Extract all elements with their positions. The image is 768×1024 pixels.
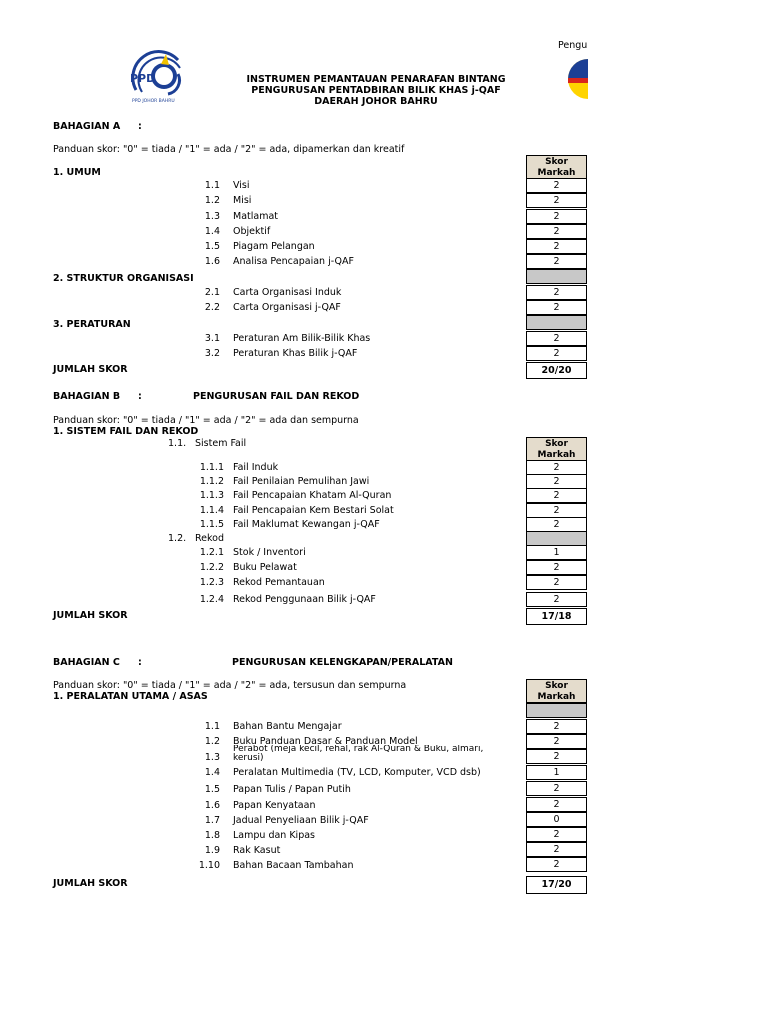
score-cell: 2 [526, 719, 587, 734]
score-cell: 2 [526, 474, 587, 489]
score-header-line: Markah [537, 168, 576, 178]
logo-caption: PPD JOHOR BAHRU [132, 99, 175, 104]
item-number: 1.10 [198, 860, 220, 871]
score-cell: 0 [526, 812, 587, 827]
item-number: 1.3 [204, 752, 220, 763]
group-label: Sistem Fail [195, 438, 247, 449]
item-number: 1.4 [204, 226, 220, 237]
section-b-guide: Panduan skor: "0" = tiada / "1" = ada / "2" = ada dan sempurna [53, 415, 359, 426]
jata-logo [566, 56, 588, 102]
item-number: 1.1 [204, 180, 220, 191]
title-line-3: DAERAH JOHOR BAHRU [314, 96, 438, 107]
item-label: Papan Tulis / Papan Putih [233, 784, 351, 795]
section-c-heading: PENGURUSAN KELENGKAPAN/PERALATAN [232, 657, 453, 668]
item-number: 1.2.3 [199, 577, 224, 588]
section-a-sub-3: 3. PERATURAN [53, 319, 131, 330]
section-c-colon: : [138, 657, 142, 668]
score-cell: 2 [526, 560, 587, 575]
total-label-c: JUMLAH SKOR [53, 878, 128, 889]
item-label: Piagam Pelangan [233, 241, 315, 252]
section-b-label: BAHAGIAN B [53, 391, 121, 402]
item-number: 3.1 [204, 333, 220, 344]
total-score-c: 17/20 [526, 876, 587, 894]
score-header-a [526, 155, 587, 179]
section-c-label: BAHAGIAN C [53, 657, 120, 668]
score-cell: 2 [526, 827, 587, 842]
item-label: Objektif [233, 226, 271, 237]
item-number: 1.2.1 [199, 547, 224, 558]
item-label: Carta Organisasi j-QAF [233, 302, 341, 313]
score-cell: 2 [526, 592, 587, 607]
item-number: 1.5 [204, 784, 220, 795]
score-cell: 2 [526, 857, 587, 872]
score-cell: 2 [526, 517, 587, 532]
score-cell: 1 [526, 545, 587, 560]
item-label: Papan Kenyataan [233, 800, 316, 811]
item-number: 1.4 [204, 767, 220, 778]
item-label: Peraturan Khas Bilik j-QAF [233, 348, 358, 359]
item-label: Buku Panduan Dasar & Panduan Model [233, 736, 418, 747]
item-number: 2.1 [204, 287, 220, 298]
item-label: Analisa Pencapaian j-QAF [233, 256, 354, 267]
item-number: 1.3 [204, 211, 220, 222]
score-cell: 2 [526, 575, 587, 590]
section-c-guide: Panduan skor: "0" = tiada / "1" = ada / "2" = ada, tersusun dan sempurna [53, 680, 407, 691]
item-number: 1.1.4 [199, 505, 224, 516]
group-label: Rekod [195, 533, 225, 544]
score-header-line: Skor [545, 157, 568, 167]
item-number: 1.1.2 [199, 476, 224, 487]
section-a-sub-2: 2. STRUKTUR ORGANISASI [53, 273, 194, 284]
ppd-logo [128, 50, 192, 106]
score-cell: 2 [526, 460, 587, 475]
section-b-sub-1: 1. SISTEM FAIL DAN REKOD [53, 426, 199, 437]
item-number: 3.2 [204, 348, 220, 359]
total-label-a: JUMLAH SKOR [53, 364, 128, 375]
item-number: 1.5 [204, 241, 220, 252]
item-number: 1.2.4 [199, 594, 224, 605]
score-cell: 2 [526, 224, 587, 239]
item-label: Rak Kasut [233, 845, 281, 856]
item-label: Fail Pencapaian Kem Bestari Solat [233, 505, 394, 516]
item-label: Visi [233, 180, 250, 191]
score-cell: 2 [526, 797, 587, 812]
item-number: 1.1.3 [199, 490, 224, 501]
item-label: Peraturan Am Bilik-Bilik Khas [233, 333, 371, 344]
item-number: 1.6 [204, 256, 220, 267]
item-label: Stok / Inventori [233, 547, 306, 558]
item-number: 1.6 [204, 800, 220, 811]
item-number: 1.2.2 [199, 562, 224, 573]
item-number: 2.2 [204, 302, 220, 313]
item-label: Matlamat [233, 211, 279, 222]
item-label: Carta Organisasi Induk [233, 287, 342, 298]
item-number: 1.1.5 [199, 519, 224, 530]
item-number: 1.8 [204, 830, 220, 841]
section-a-colon: : [138, 121, 142, 132]
section-b-colon: : [138, 391, 142, 402]
score-cell: 2 [526, 193, 587, 208]
score-cell: 2 [526, 300, 587, 315]
item-number: 1.9 [204, 845, 220, 856]
section-c-sub-1: 1. PERALATAN UTAMA / ASAS [53, 691, 208, 702]
score-cell: 2 [526, 734, 587, 749]
item-label: Fail Penilaian Pemulihan Jawi [233, 476, 370, 487]
title-line-2: PENGURUSAN PENTADBIRAN BILIK KHAS j-QAF [251, 85, 501, 96]
section-a-guide: Panduan skor: "0" = tiada / "1" = ada / "2" = ada, dipamerkan dan kreatif [53, 144, 405, 155]
item-label: Misi [233, 195, 252, 206]
total-label-b: JUMLAH SKOR [53, 610, 128, 621]
score-header-line: Skor [545, 439, 568, 449]
item-label: Bahan Bantu Mengajar [233, 721, 342, 732]
total-score-a: 20/20 [526, 362, 587, 379]
score-cell: 2 [526, 331, 587, 346]
item-label: Jadual Penyeliaan Bilik j-QAF [233, 815, 369, 826]
score-cell-blank [526, 703, 587, 718]
score-cell-blank [526, 315, 587, 330]
item-label: Lampu dan Kipas [233, 830, 316, 841]
score-cell: 2 [526, 239, 587, 254]
score-cell: 1 [526, 765, 587, 780]
item-label: Fail Maklumat Kewangan j-QAF [233, 519, 380, 530]
score-header-line: Markah [537, 450, 576, 460]
score-cell: 2 [526, 209, 587, 224]
score-cell-blank [526, 531, 587, 546]
corner-text: Pengu [558, 40, 588, 51]
section-b-heading: PENGURUSAN FAIL DAN REKOD [193, 391, 360, 402]
score-cell: 2 [526, 254, 587, 269]
group-number: 1.2. [168, 533, 187, 544]
item-label: Rekod Penggunaan Bilik j-QAF [233, 594, 376, 605]
item-number: 1.1.1 [199, 462, 224, 473]
item-number: 1.7 [204, 815, 220, 826]
group-number: 1.1. [168, 438, 187, 449]
item-label: Fail Pencapaian Khatam Al-Quran [233, 490, 392, 501]
score-cell: 2 [526, 781, 587, 796]
score-cell: 2 [526, 842, 587, 857]
score-cell: 2 [526, 488, 587, 503]
item-number: 1.2 [204, 736, 220, 747]
logo-text: PPD [130, 72, 156, 85]
item-label: Fail Induk [233, 462, 279, 473]
item-label: Rekod Pemantauan [233, 577, 325, 588]
score-cell: 2 [526, 503, 587, 518]
item-label: Perabot (meja kecil, rehal, rak Al-Quran & Buku, almari, kerusi) [233, 745, 484, 763]
score-cell: 2 [526, 346, 587, 361]
item-label: Bahan Bacaan Tambahan [233, 860, 354, 871]
section-a-sub-1: 1. UMUM [53, 167, 101, 178]
item-number: 1.2 [204, 195, 220, 206]
item-label: Buku Pelawat [233, 562, 297, 573]
total-score-b: 17/18 [526, 608, 587, 625]
item-number: 1.1 [204, 721, 220, 732]
score-header-line: Skor [545, 681, 568, 691]
score-header-b [526, 437, 587, 461]
title-line-1: INSTRUMEN PEMANTAUAN PENARAFAN BINTANG [246, 74, 506, 85]
score-header-line: Markah [537, 692, 576, 702]
score-cell: 2 [526, 178, 587, 193]
score-cell: 2 [526, 285, 587, 300]
score-header-c [526, 679, 587, 703]
score-cell-blank [526, 269, 587, 284]
score-cell: 2 [526, 749, 587, 764]
item-label: Peralatan Multimedia (TV, LCD, Komputer, VCD dsb) [233, 767, 481, 778]
section-a-label: BAHAGIAN A [53, 121, 121, 132]
